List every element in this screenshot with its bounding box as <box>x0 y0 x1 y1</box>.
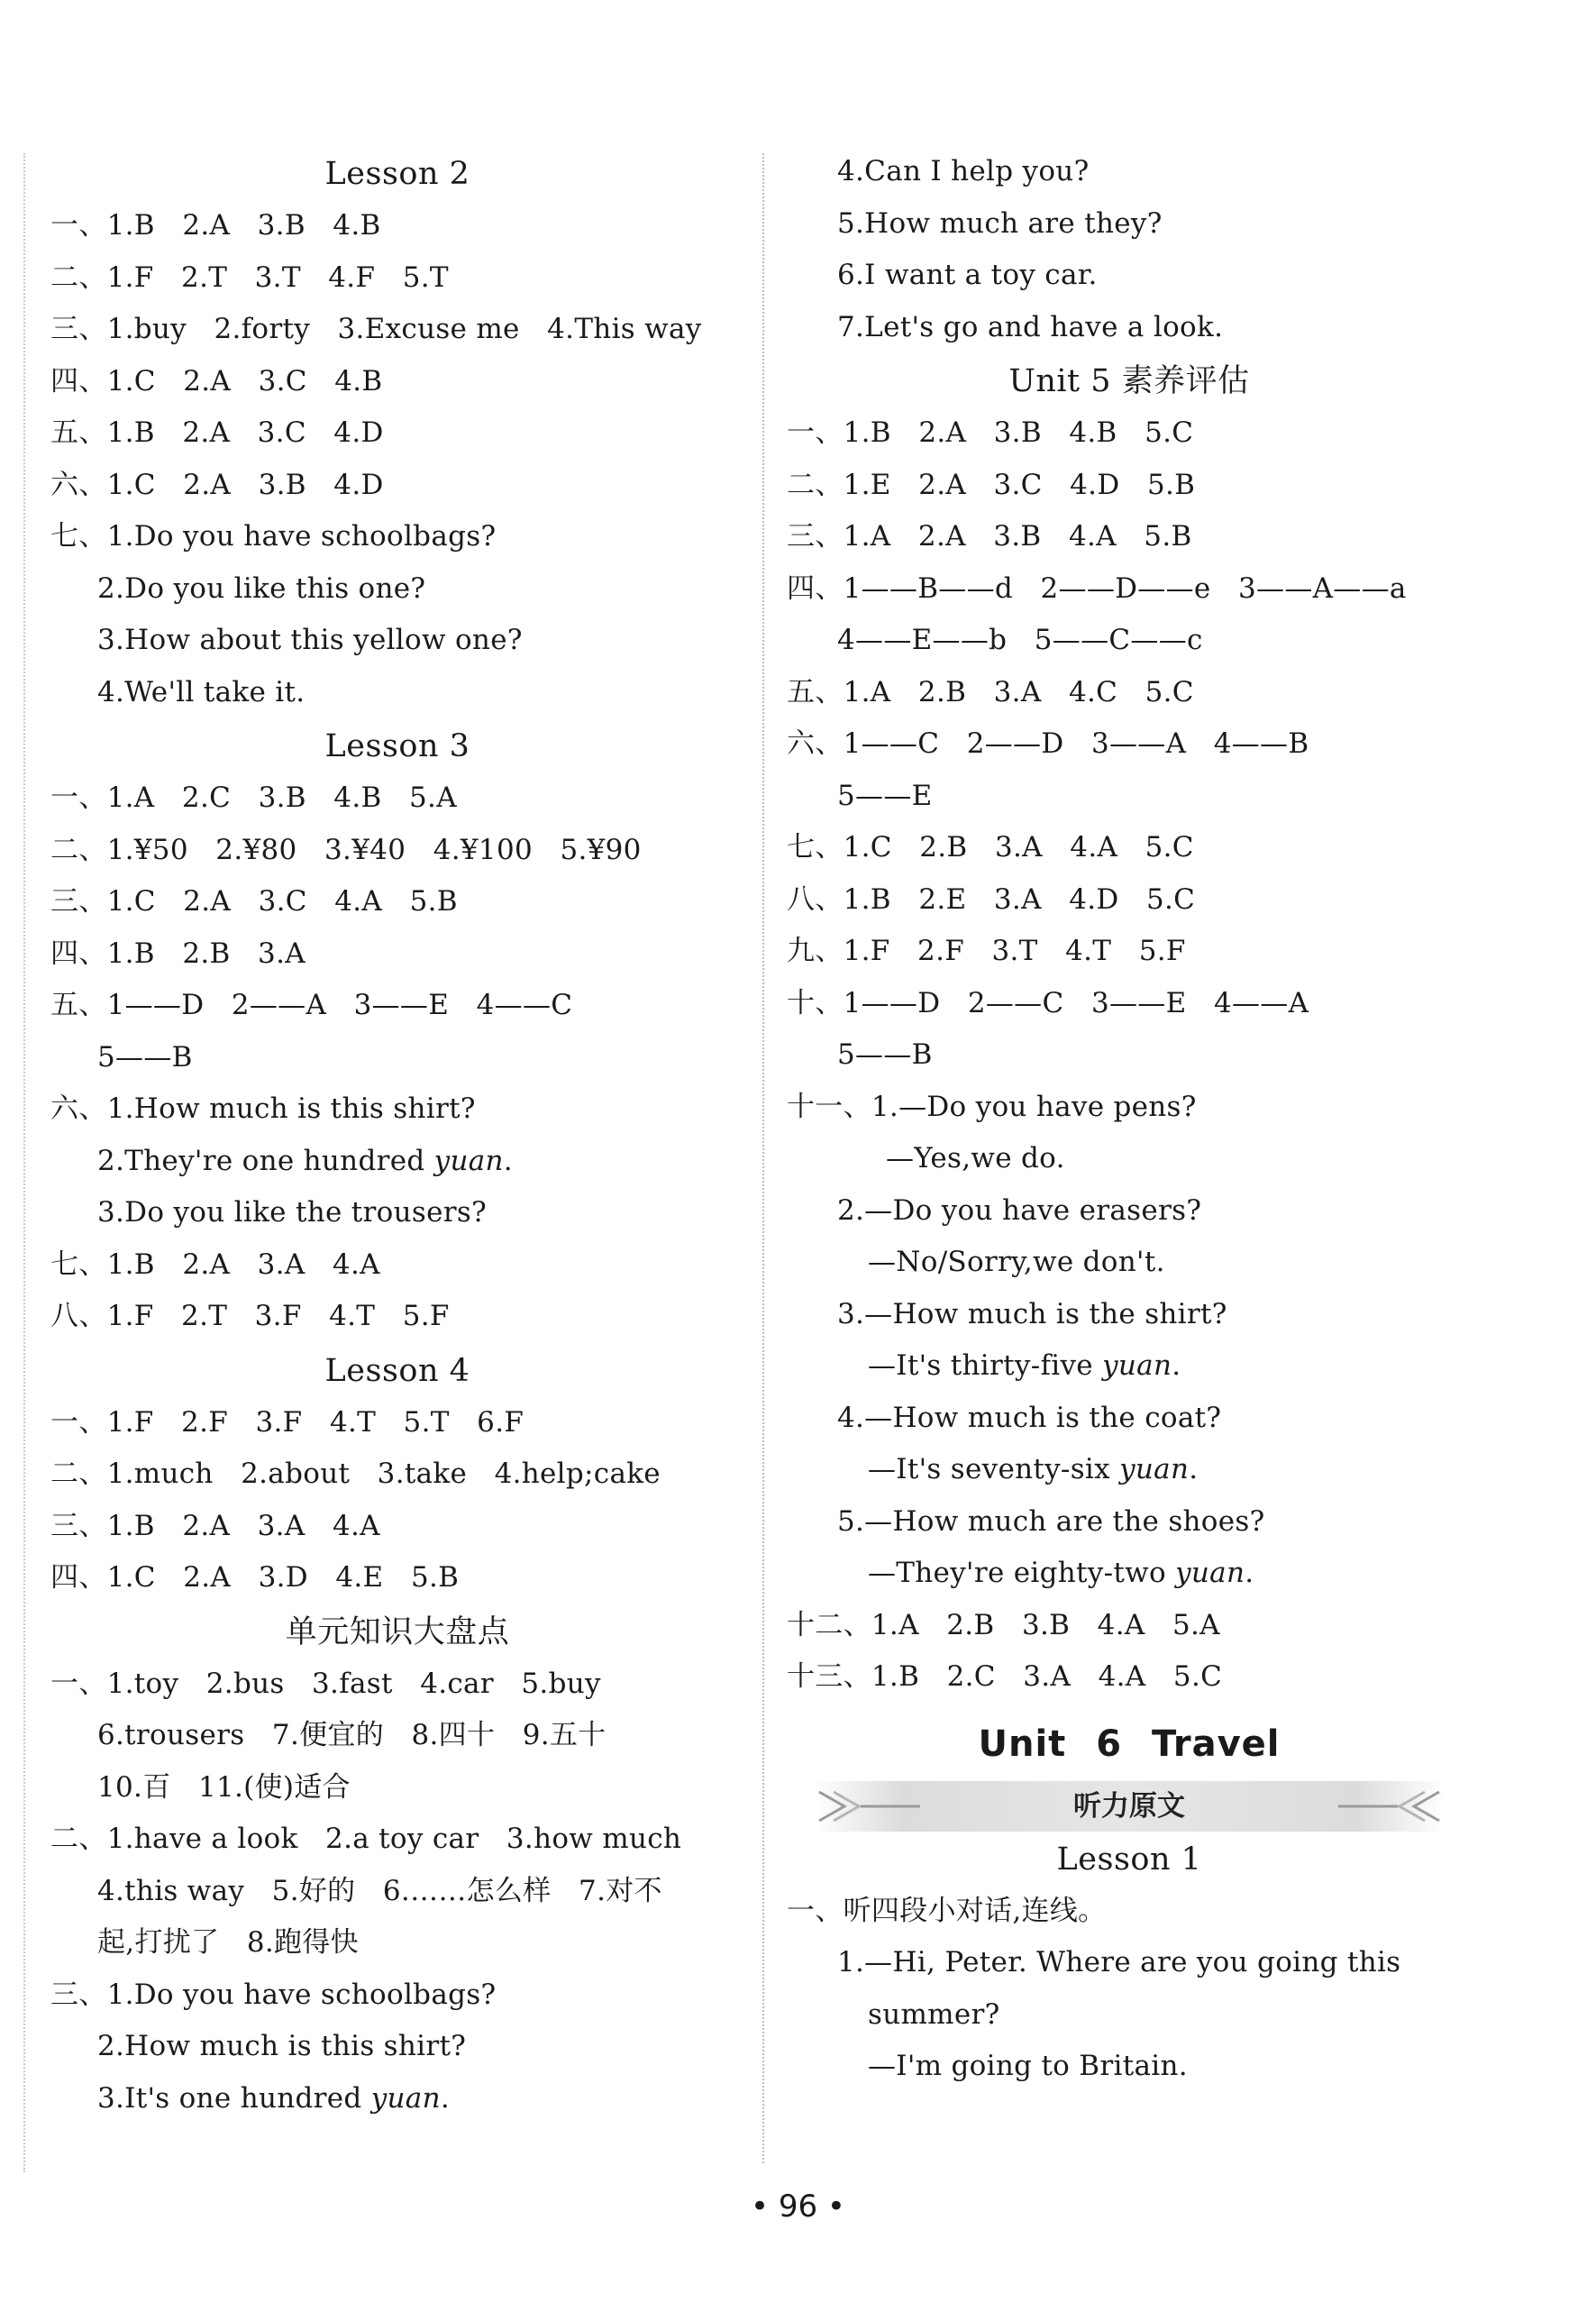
answer-text: 4.this way 5.好的 6.……怎么样 7.对不 <box>97 1874 662 1907</box>
answer-text: 八、1.B 2.E 3.A 4.D 5.C <box>787 882 1196 916</box>
answer-text: 一、1.toy 2.bus 3.fast 4.car 5.buy <box>50 1667 601 1700</box>
answer-text: 一、1.A 2.C 3.B 4.B 5.A <box>50 781 457 814</box>
answer-text: 八、1.F 2.T 3.F 4.T 5.F <box>50 1300 450 1332</box>
answer-line <box>787 1651 1472 1704</box>
answer-text: 7.Let's go and have a look. <box>837 310 1224 343</box>
answer-text: 五、1——D 2——A 3——E 4——C <box>50 989 573 1021</box>
answer-text: 5——E <box>837 779 933 812</box>
answer-line <box>787 771 1472 823</box>
answer-line <box>50 2073 744 2125</box>
answer-line <box>50 407 744 460</box>
answer-text: 一、听四段小对话,连线。 <box>787 1894 1107 1927</box>
answer-line <box>787 1133 1472 1185</box>
section-heading: 单元知识大盘点 <box>285 1613 510 1650</box>
answer-text: 四、1.C 2.A 3.D 4.E 5.B <box>50 1561 460 1594</box>
section-heading: Lesson 4 <box>324 1352 470 1389</box>
answer-line <box>50 825 744 877</box>
punctuation: . <box>1172 1349 1181 1382</box>
answer-line <box>50 772 744 825</box>
answer-line <box>50 200 744 252</box>
answer-line <box>787 926 1472 978</box>
answer-text: —I'm going to Britain. <box>868 2050 1188 2082</box>
answer-text: —It's seventy-six <box>868 1453 1120 1485</box>
answer-text: 2.—Do you have erasers? <box>837 1193 1202 1227</box>
unit-title: Unit 6 Travel <box>978 1723 1281 1765</box>
answer-line <box>50 304 744 356</box>
answer-text: 五、1.B 2.A 3.C 4.D <box>50 416 384 449</box>
page-number: • 96 • <box>751 2189 845 2225</box>
answer-line <box>50 1659 744 1711</box>
answer-line <box>787 250 1472 302</box>
answer-line <box>50 876 744 928</box>
page-edge <box>23 153 25 2172</box>
answer-line <box>787 511 1472 563</box>
answer-line <box>787 1886 1472 1938</box>
answer-text: 十二、1.A 2.B 3.B 4.A 5.A <box>787 1608 1220 1641</box>
column-divider <box>762 153 764 2163</box>
answer-line <box>787 1444 1472 1496</box>
answer-text: 3.Do you like the trousers? <box>97 1196 487 1229</box>
answer-text: 十、1——D 2——C 3——E 4——A <box>787 986 1309 1019</box>
answer-line <box>787 1289 1472 1341</box>
answer-text: 1.—Hi, Peter. Where are you going this <box>837 1946 1401 1978</box>
answer-line <box>787 563 1472 616</box>
answer-text: 4.We'll take it. <box>97 675 306 708</box>
answer-line <box>50 667 744 719</box>
answer-line <box>50 1917 744 1969</box>
punctuation: . <box>1189 1453 1199 1485</box>
answer-text: 一、1.F 2.F 3.F 4.T 5.T 6.F <box>50 1405 524 1439</box>
punctuation: . <box>503 1144 513 1177</box>
answer-line <box>50 1291 744 1343</box>
banner-label: 听力原文 <box>1073 1789 1185 1823</box>
answer-text: 二、1.much 2.about 3.take 4.help;cake <box>50 1458 661 1490</box>
answer-text: 5.—How much are the shoes? <box>837 1504 1265 1538</box>
answer-text: 三、1.A 2.A 3.B 4.A 5.B <box>787 520 1192 553</box>
answer-text: 三、1.buy 2.forty 3.Excuse me 4.This way <box>50 313 702 345</box>
banner-left-arrow-icon <box>814 1781 922 1832</box>
answer-text: 六、1.How much is this shirt? <box>50 1092 476 1125</box>
answer-line <box>50 460 744 512</box>
answer-line <box>787 2041 1472 2093</box>
answer-text: 三、1.Do you have schoolbags? <box>50 1978 497 2011</box>
answer-line <box>50 928 744 981</box>
answer-text: 二、1.F 2.T 3.T 4.F 5.T <box>50 260 449 294</box>
answer-text: 七、1.C 2.B 3.A 4.A 5.C <box>787 831 1194 864</box>
answer-text: 一、1.B 2.A 3.B 4.B 5.C <box>787 416 1194 449</box>
left-column <box>50 146 744 2125</box>
answer-line <box>50 1762 744 1814</box>
answer-text: 九、1.F 2.F 3.T 4.T 5.F <box>787 935 1186 967</box>
answer-text: 三、1.B 2.A 3.A 4.A <box>50 1509 380 1542</box>
answer-line <box>787 1989 1472 2042</box>
answer-line <box>50 1187 744 1239</box>
answer-text: 5——B <box>97 1040 193 1074</box>
answer-text: 二、1.¥50 2.¥80 3.¥40 4.¥100 5.¥90 <box>50 833 642 866</box>
answer-text: 三、1.C 2.A 3.C 4.A 5.B <box>50 885 458 918</box>
italic-word: yuan <box>1102 1349 1172 1382</box>
answer-line <box>787 667 1472 719</box>
italic-word: yuan <box>1175 1557 1245 1589</box>
right-column <box>787 146 1472 2093</box>
answer-text: 4——E——b 5——C——c <box>837 624 1203 656</box>
answer-text: 起,打扰了 8.跑得快 <box>97 1926 359 1959</box>
answer-line <box>787 1548 1472 1600</box>
answer-line <box>787 407 1472 460</box>
punctuation: . <box>440 2081 450 2115</box>
answer-line <box>50 1552 744 1604</box>
answer-line <box>50 1866 744 1918</box>
answer-line <box>787 198 1472 251</box>
answer-line <box>50 1136 744 1188</box>
answer-text: 10.百 11.(使)适合 <box>97 1770 351 1804</box>
answer-text: 4.—How much is the coat? <box>837 1401 1222 1434</box>
punctuation: . <box>1245 1557 1254 1589</box>
banner-right-arrow-icon <box>1336 1781 1445 1832</box>
answer-text: 四、1.B 2.B 3.A <box>50 937 306 970</box>
answer-line <box>787 1937 1472 1989</box>
answer-text: 七、1.Do you have schoolbags? <box>50 520 497 553</box>
answer-line <box>787 302 1472 354</box>
answer-line <box>787 1496 1472 1549</box>
answer-line <box>787 460 1472 512</box>
answer-text: 二、1.E 2.A 3.C 4.D 5.B <box>787 468 1196 501</box>
answer-line <box>50 563 744 616</box>
answer-text: 3.—How much is the shirt? <box>837 1297 1227 1330</box>
answer-line <box>50 615 744 667</box>
answer-line <box>787 1237 1472 1289</box>
answer-line <box>787 1185 1472 1238</box>
answer-text: 2.How much is this shirt? <box>97 2030 467 2062</box>
answer-line <box>787 1340 1472 1393</box>
answer-line <box>50 980 744 1032</box>
answer-text: —They're eighty-two <box>868 1557 1176 1589</box>
answer-line <box>787 1393 1472 1445</box>
answer-line <box>50 252 744 305</box>
section-heading: Lesson 3 <box>324 728 470 764</box>
answer-text: 六、1——C 2——D 3——A 4——B <box>787 727 1309 760</box>
answer-line <box>50 2021 744 2073</box>
answer-text: 七、1.B 2.A 3.A 4.A <box>50 1247 380 1281</box>
answer-line <box>50 1032 744 1084</box>
answer-line <box>787 874 1472 927</box>
answer-line <box>787 1600 1472 1652</box>
answer-text: —No/Sorry,we don't. <box>868 1246 1165 1278</box>
answer-text: 6.trousers 7.便宜的 8.四十 9.五十 <box>97 1719 606 1751</box>
answer-text: summer? <box>868 1997 1000 2031</box>
answer-text: 十一、1.—Do you have pens? <box>787 1090 1197 1123</box>
answer-text: 四、1.C 2.A 3.C 4.B <box>50 364 383 398</box>
answer-line <box>787 822 1472 874</box>
answer-text: 十三、1.B 2.C 3.A 4.A 5.C <box>787 1660 1223 1693</box>
answer-line <box>50 1814 744 1866</box>
section-heading: Lesson 1 <box>1056 1841 1202 1878</box>
italic-word: yuan <box>1119 1453 1190 1485</box>
answer-text: 二、1.have a look 2.a toy car 3.how much <box>50 1823 682 1855</box>
answer-line <box>787 615 1472 667</box>
answer-text: 6.I want a toy car. <box>837 259 1098 291</box>
answer-text: 4.Can I help you? <box>837 155 1090 187</box>
answer-text: —It's thirty-five <box>868 1349 1103 1382</box>
answer-line <box>50 1448 744 1501</box>
answer-text: 3.It's one hundred <box>97 2081 371 2115</box>
section-heading: Lesson 2 <box>324 156 470 192</box>
answer-text: 六、1.C 2.A 3.B 4.D <box>50 468 384 501</box>
answer-line <box>50 1501 744 1553</box>
answer-text: 2.They're one hundred <box>97 1144 434 1177</box>
answer-line <box>50 1397 744 1449</box>
answer-text: 5——B <box>837 1038 933 1071</box>
answer-line <box>50 1710 744 1762</box>
answer-line <box>787 146 1472 198</box>
answer-line <box>50 511 744 563</box>
answer-line <box>787 978 1472 1030</box>
answer-line <box>787 1082 1472 1134</box>
answer-text: 一、1.B 2.A 3.B 4.B <box>50 209 381 242</box>
answer-text: 四、1——B——d 2——D——e 3——A——a <box>787 571 1407 605</box>
italic-word: yuan <box>433 1144 504 1177</box>
italic-word: yuan <box>370 2081 441 2115</box>
answer-line <box>787 1029 1472 1082</box>
answer-line <box>50 1969 744 2022</box>
section-heading: Unit 5 素养评估 <box>1008 363 1250 399</box>
answer-text: 五、1.A 2.B 3.A 4.C 5.C <box>787 675 1194 708</box>
answer-text: 2.Do you like this one? <box>97 571 426 605</box>
answer-line <box>50 1083 744 1136</box>
answer-text: 3.How about this yellow one? <box>97 624 523 656</box>
answer-text: —Yes,we do. <box>886 1142 1065 1174</box>
answer-line <box>50 1239 744 1292</box>
answer-line <box>50 356 744 408</box>
answer-line <box>787 718 1472 771</box>
answer-text: 5.How much are they? <box>837 206 1163 240</box>
listening-script-banner <box>814 1781 1445 1832</box>
